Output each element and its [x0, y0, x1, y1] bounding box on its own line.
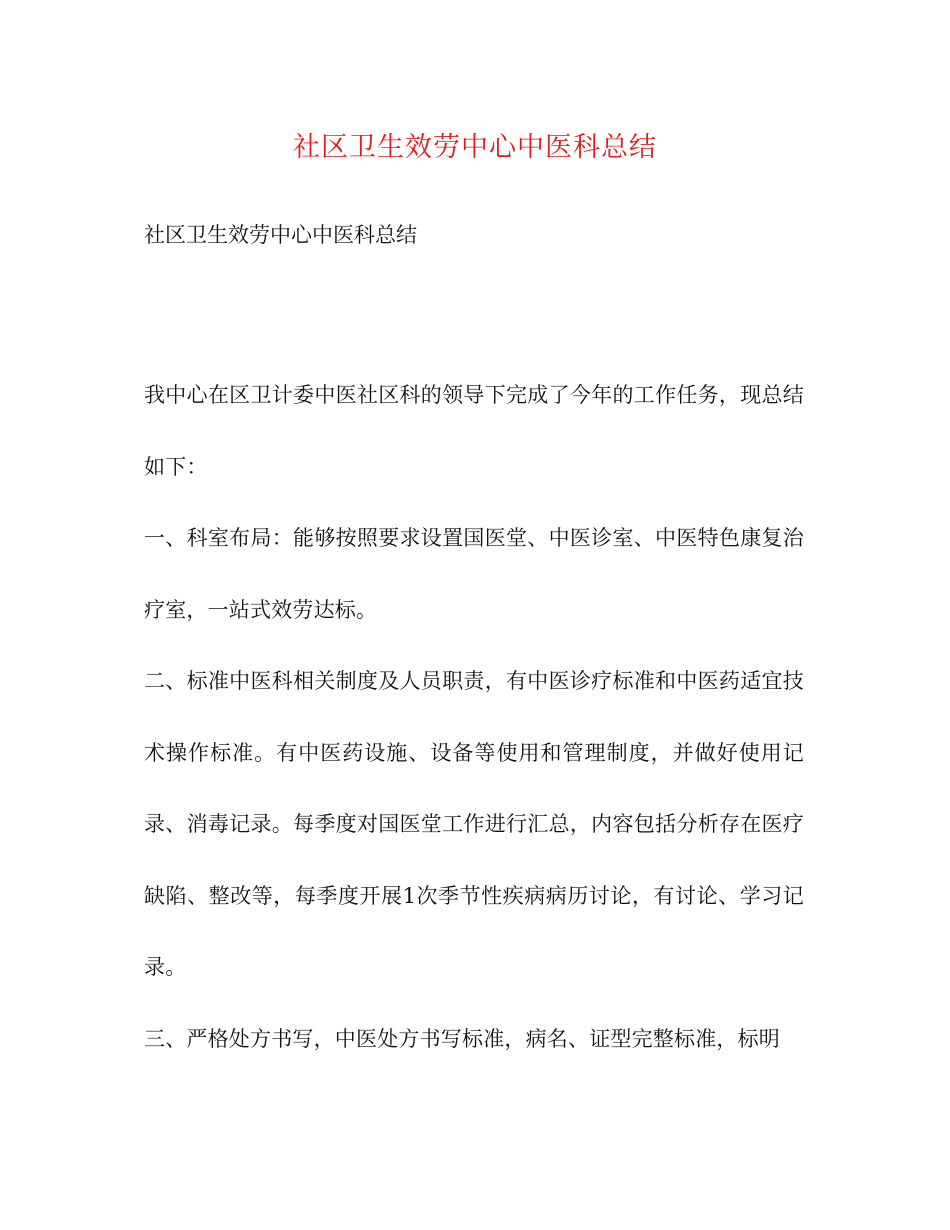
- document-body: [144, 360, 804, 1075]
- paragraph-section-3: 三、严格处方书写，中医处方书写标准，病名、证型完整标准，标明: [144, 1026, 780, 1051]
- paragraph-section-1: 一、科室布局：能够按照要求设置国医堂、中医诊室、中医特色康复治疗室，一站式效劳达标。: [144, 526, 804, 622]
- document-subtitle: 社区卫生效劳中心中医科总结: [144, 223, 417, 247]
- paragraph-intro: 我中心在区卫计委中医社区科的领导下完成了今年的工作任务，现总结如下：: [144, 383, 804, 479]
- document-title: 社区卫生效劳中心中医科总结: [293, 132, 657, 163]
- paragraph-section-2: 二、标准中医科相关制度及人员职责，有中医诊疗标准和中医药适宜技术操作标准。有中医药设施、设备等使用和管理制度，并做好使用记录、消毒记录。每季度对国医堂工作进行汇总，内容包括分析存在医疗缺陷、整改等，每季度开展1次季节性疾病病历讨论，有讨论、学习记录。: [144, 669, 804, 979]
